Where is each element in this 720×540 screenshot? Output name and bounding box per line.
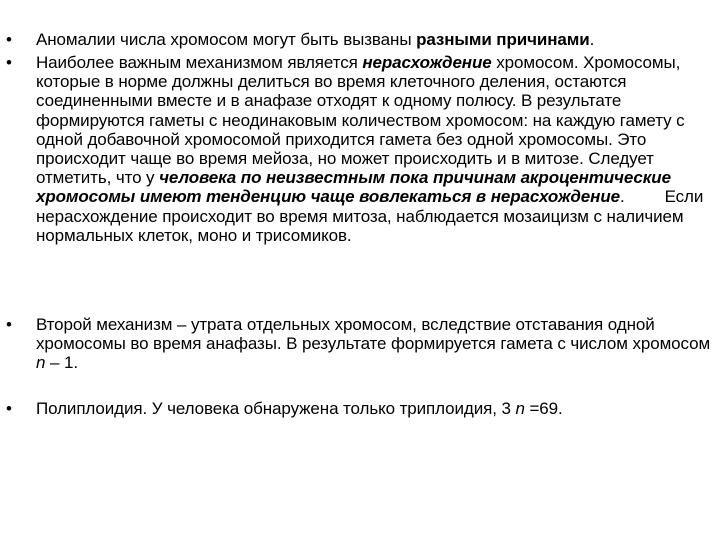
bullet-item-polyploidy <box>6 399 718 418</box>
bullet-text: Второй механизм – утрата отдельных хромосом, вследствие отставания одной хромосомы во время анафазы. В результате формируется гамета с числом хромосом n – 1. <box>36 315 711 373</box>
bullet-text: Наиболее важным механизмом является нерасхождение хромосом. Хромосомы, которые в норме должны делиться во время клеточного деления, остаются соединенными вместе и в анафазе отходят к одному полюсу. В результате формируются гаметы с неодинаковым количеством хромосом: на каждую гамету с одной добавочной хромосомой приходится гамета без одной хромосомы. Это происходит чаще во время мейоза, но может происходить и в митозе. Следует отметить, что у человека по неизвестным пока причинам акроцентические хромосомы имеют тенденцию чаще вовлекаться в нерасхождение. Если нерасхождение происходит во время митоза, наблюдается мозаицизм с наличием нормальных клеток, моно и трисомиков. <box>36 53 704 245</box>
bullet-marker: • <box>6 30 12 49</box>
bullet-marker: • <box>6 399 12 418</box>
bullet-item-chromosome-loss <box>6 315 718 373</box>
bullet-item-causes <box>6 30 718 49</box>
bullet-marker: • <box>6 53 12 72</box>
bullet-text: Аномалии числа хромосом могут быть вызваны разными причинами. <box>36 30 595 49</box>
bullet-item-nondisjunction <box>6 53 718 245</box>
bullet-marker: • <box>6 315 12 334</box>
variable-n: n <box>36 353 46 373</box>
bold-italic-emphasis: человека по неизвестным пока причинам акроцентические хромосомы имеют тенденцию чаще вовлекаться в нерасхождение <box>36 168 671 207</box>
bullet-text: Полиплоидия. У человека обнаружена только триплоидия, 3 n =69. <box>36 399 563 418</box>
variable-n: n <box>515 399 525 418</box>
bold-emphasis: разными причинами <box>416 30 590 49</box>
bold-italic-term: нерасхождение <box>362 53 492 72</box>
